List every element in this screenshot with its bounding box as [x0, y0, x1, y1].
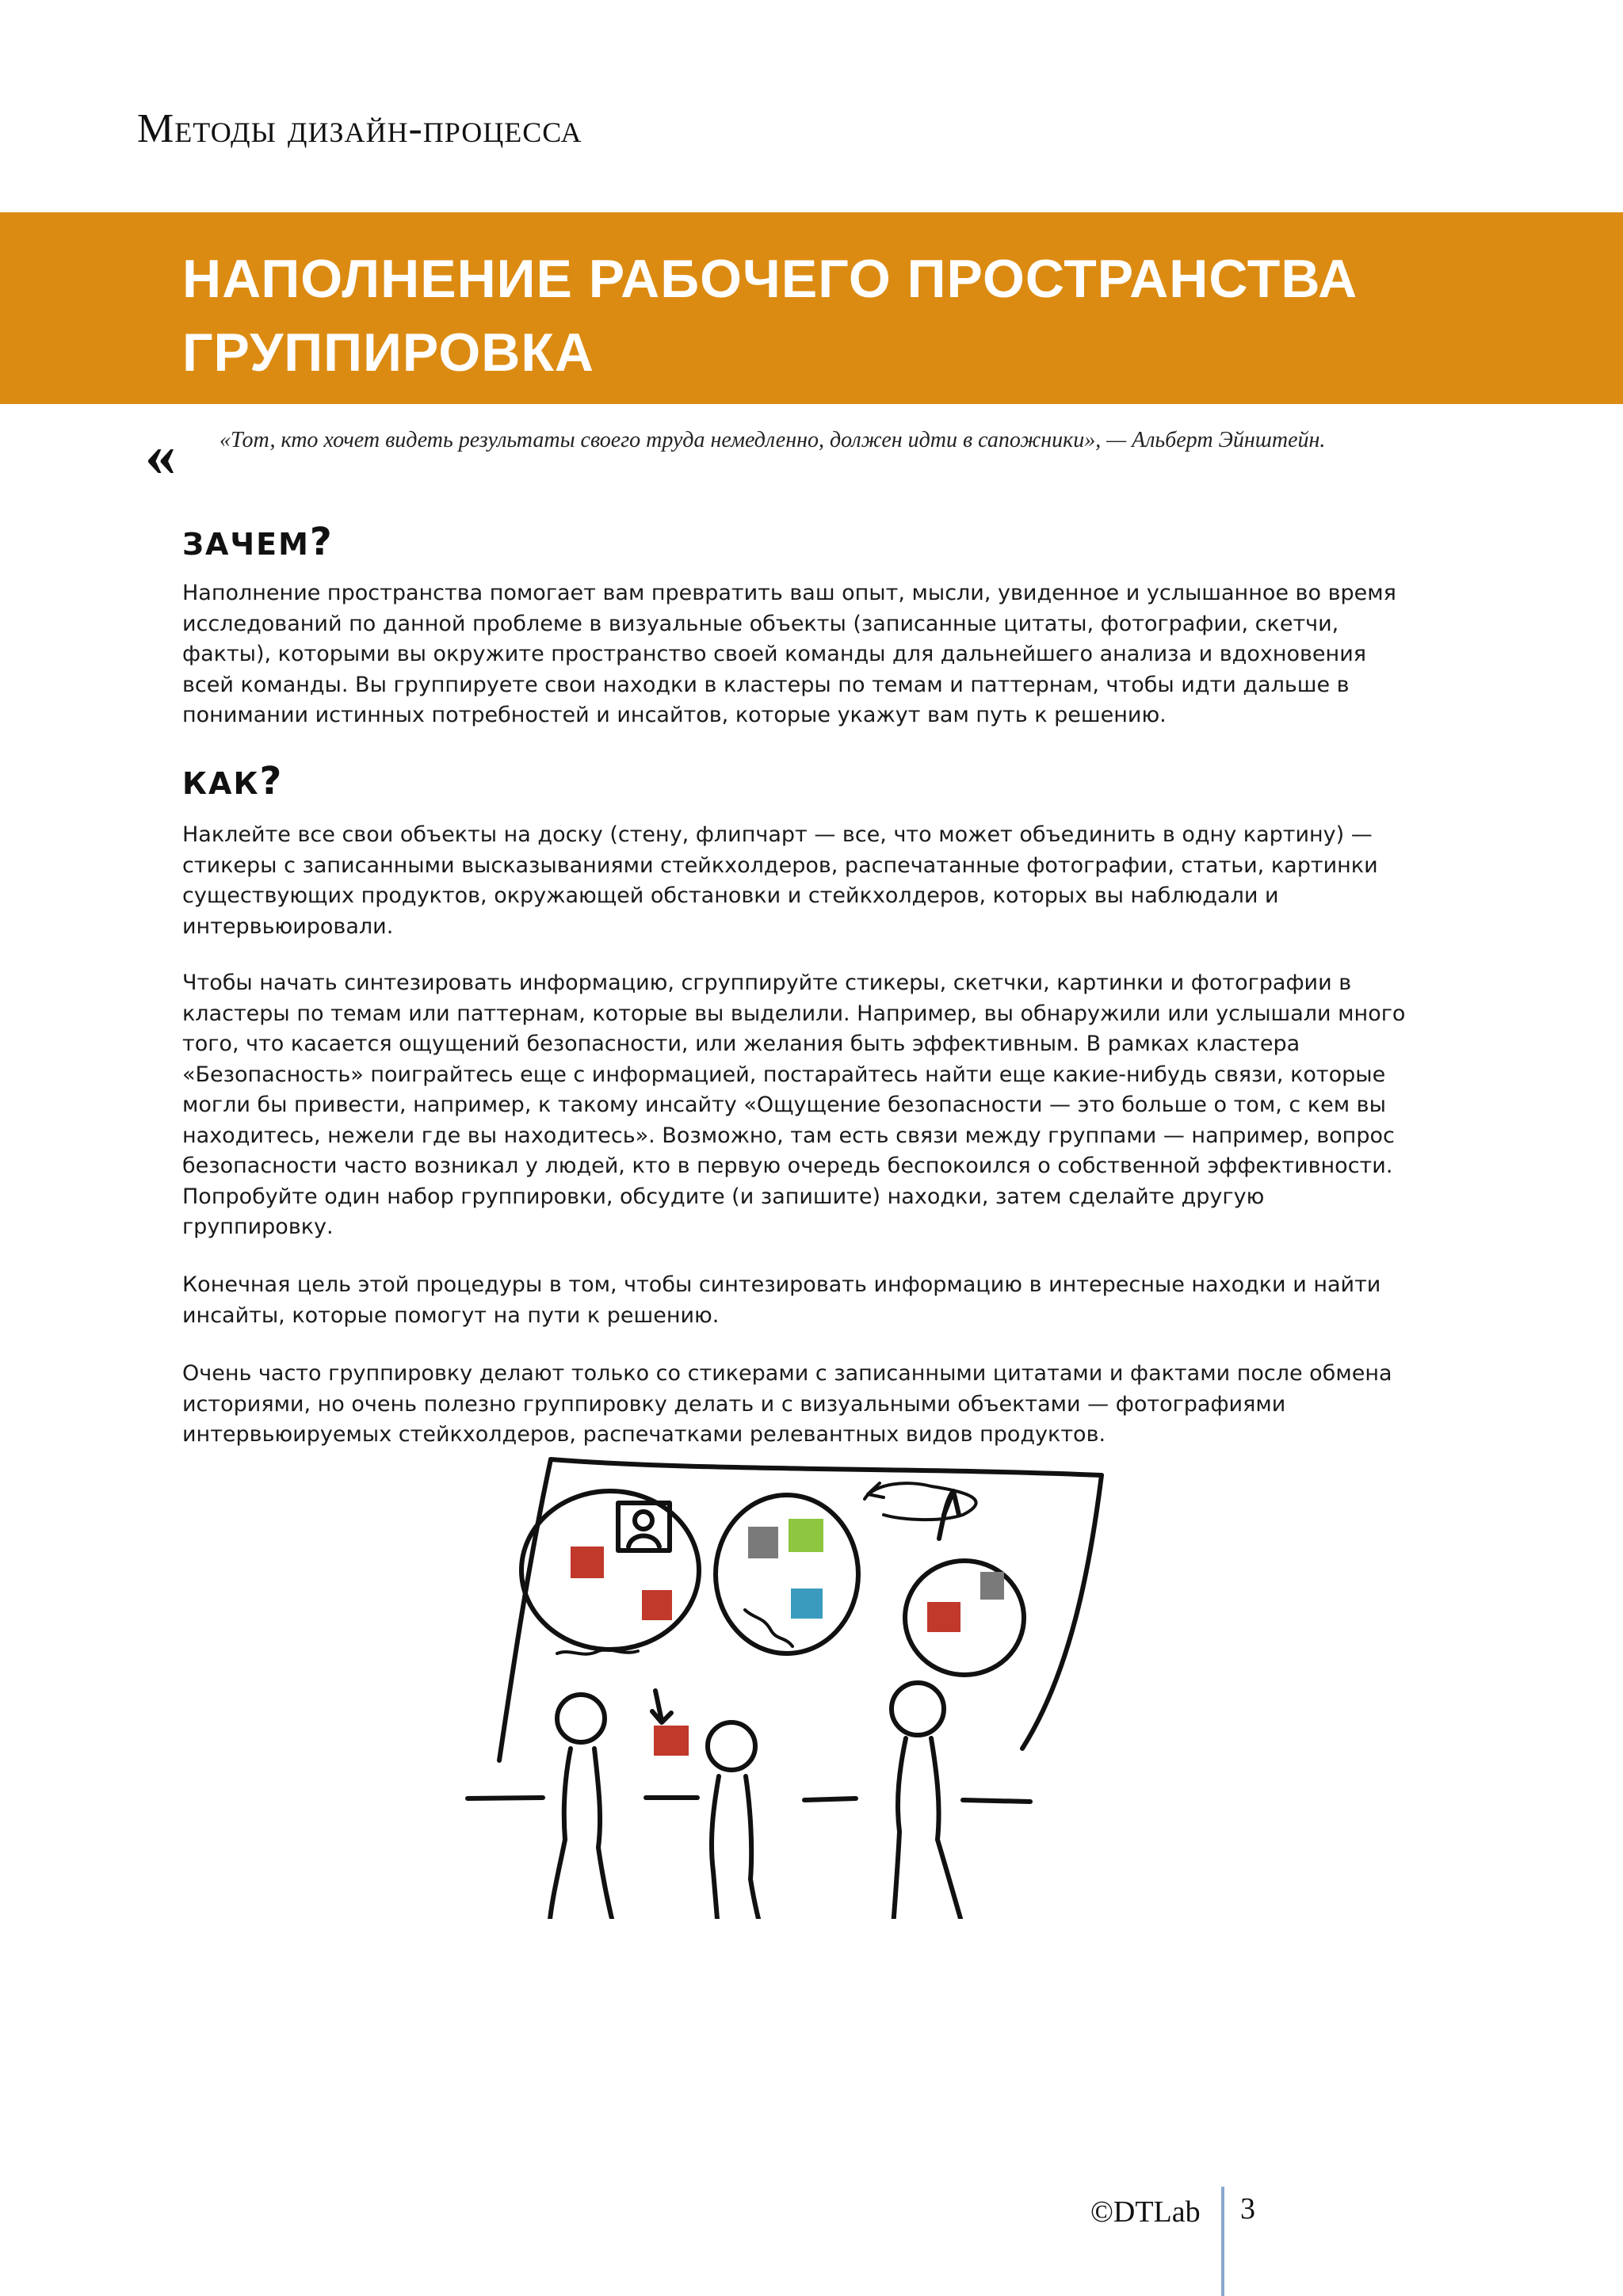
how-paragraph-2: Чтобы начать синтезировать информацию, сгруппируйте стикеры, скетчки, картинки и фотографии в кластеры по темам или паттернам, которые вы выделили. Например, вы обнаружили или услышали много того, что касается ощущений безопасности, или желания быть эффективным. В рамках кластера «Безопасность» поиграйтесь еще с информацией, постарайтесь найти еще какие-нибудь связи, которые могли бы привести, например, к такому инсайту «Ощущение безопасности — это больше о том, с кем вы находитесь, нежели где вы находитесь». Возможно, там есть связи между группами — например, вопрос безопасности часто возникал у людей, кто в первую очередь беспокоился о собственной эффективности. Попробуйте один набор группировки, обсудите (и запишите) находки, затем сделайте другую группировку.: [182, 971, 1406, 1239]
section-heading-how-mark: ?: [259, 759, 284, 803]
how-paragraph-1: Наклейте все свои объекты на доску (стену, флипчарт — все, что может объединить в одну картину) — стикеры с записанными высказываниями стейкхолдеров, распечатанные фотографии, статьи, картинки существующих продуктов, окружающей обстановки и стейкхолдеров, которых вы наблюдали и интервьюировали.: [182, 822, 1378, 939]
section-heading-how: [182, 759, 284, 803]
footer-copyright: ©DTLab: [1090, 2195, 1201, 2229]
epigraph-quote: «Тот, кто хочет видеть результаты своего труда немедленно, должен идти в сапожники», — Альберт Эйнштейн.: [220, 428, 1326, 452]
section-heading-why: [182, 520, 334, 564]
how-paragraph-4: Очень часто группировку делают только со стикерами с записанными цитатами и фактами после обмена историями, но очень полезно группировку делать и с визуальными объектами — фотографиями интервьюируемых стейкхолдеров, распечатками релевантных видов продуктов.: [182, 1361, 1392, 1447]
how-paragraph-3: Конечная цель этой процедуры в том, чтобы синтезировать информацию в интересные находки и найти инсайты, которые помогут на пути к решению.: [182, 1272, 1381, 1328]
footer-divider: [1221, 2187, 1224, 2296]
title-banner: [0, 212, 1623, 404]
section-heading-why-text: ЗАЧЕМ: [182, 527, 310, 562]
section-heading-how-text: КАК: [182, 766, 260, 801]
section-heading-why-mark: ?: [309, 520, 334, 564]
page-title-line-2: ГРУППИРОВКА: [182, 322, 595, 383]
page-number: 3: [1240, 2192, 1255, 2225]
quote-mark-icon: «: [145, 420, 176, 489]
why-paragraph: Наполнение пространства помогает вам превратить ваш опыт, мысли, увиденное и услышанное во время исследований по данной проблеме в визуальные объекты (записанные цитаты, фотографии, скетчи, факты), которыми вы окружите пространство своей команды для дальнейшего анализа и вдохновения всей команды. Вы группируете свои находки в кластеры по темам и паттернам, чтобы идти дальше в понимании истинных потребностей и инсайтов, которые укажут вам путь к решению.: [182, 581, 1396, 727]
team-clustering-board-sketch-icon: [440, 1444, 1121, 1919]
running-header: Методы дизайн-процесса: [137, 106, 582, 151]
page-title-line-1: НАПОЛНЕНИЕ РАБОЧЕГО ПРОСТРАНСТВА: [182, 249, 1358, 309]
